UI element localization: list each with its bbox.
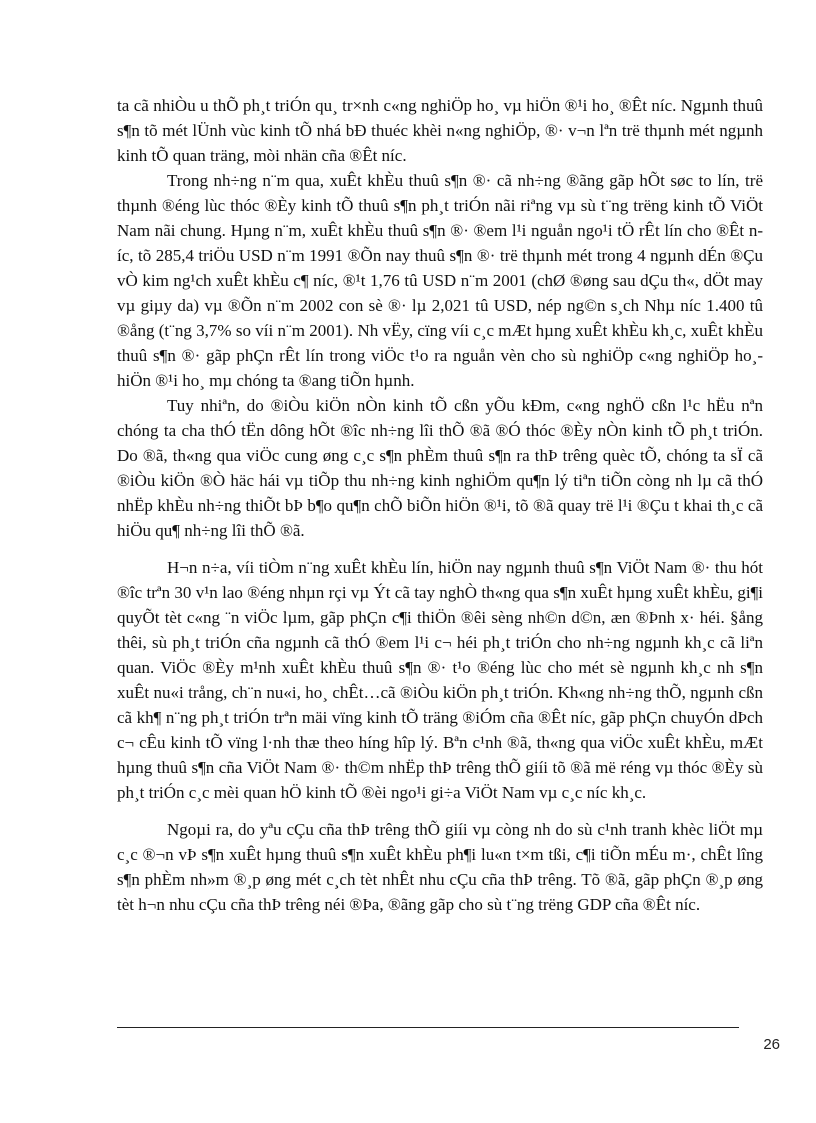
paragraph-5: Ngoµi ra, do yªu cÇu cña thÞ trêng thÕ giíi vµ còng nh do sù c¹nh tranh khèc liÖt mµ c¸c ®¬n vÞ s¶n xuÊt hµng thuû s¶n xuÊt khÈu ph¶i lu«n t×m tßi, c¶i tiÕn mÉu m·, chÊt lîng s¶n phÈm nh»m ®¸p øng mét c¸ch tèt nhÊt nhu cÇu cña thÞ trêng. Tõ ®ã, gãp phÇn ®¸p øng tèt h¬n nhu cÇu cña thÞ trêng néi ®Þa, ®ãng gãp cho sù t¨ng trëng GDP cña ®Êt níc. (117, 820, 763, 914)
paragraph-1: ta cã nhiÒu u thÕ ph¸t triÓn qu¸ tr×nh c«ng nghiÖp ho¸ vµ hiÖn ®¹i ho¸ ®Êt níc. Ngµnh thuû s¶n tõ mét lÜnh vùc kinh tÕ nhá bÐ thuéc khèi n«ng nghiÖp, ®· v¬n lªn trë thµnh mét ngµnh kinh tÕ quan träng, mòi nhän cña ®Êt níc. (117, 96, 763, 165)
body-text (117, 93, 763, 917)
paragraph-4: H¬n n÷a, víi tiÒm n¨ng xuÊt khÈu lín, hiÖn nay ngµnh thuû s¶n ViÖt Nam ®· thu hót ®îc trªn 30 v¹n lao ®éng nhµn rçi vµ Ýt cã tay nghÒ th«ng qua s¶n xuÊt hµng xuÊt khÈu, gi¶i quyÕt tèt c«ng ¨n viÖc lµm, gãp phÇn c¶i thiÖn ®êi sèng nh©n d©n, æn ®Þnh x· héi. §ång thêi, sù ph¸t triÓn cña ngµnh cã thÓ ®em l¹i c¬ héi ph¸t triÓn cho nh÷ng ngµnh kh¸c cã liªn quan. ViÖc ®Èy m¹nh xuÊt khÈu thuû s¶n ®· t¹o ®éng lùc cho mét sè ngµnh kh¸c nh s¶n xuÊt nu«i trång, ch¨n nu«i, ho¸ chÊt…cã ®iÒu kiÖn ph¸t triÓn. Kh«ng nh÷ng thÕ, ngµnh cßn cã kh¶ n¨ng ph¸t triÓn trªn mäi vïng kinh tÕ träng ®iÓm cña ®Êt níc, gãp phÇn chuyÓn dÞch c¬ cÊu kinh tÕ vïng l·nh thæ theo híng hîp lý. Bªn c¹nh ®ã, th«ng qua viÖc xuÊt khÈu, mÆt hµng thuû s¶n cña ViÖt Nam ®· th©m nhËp thÞ trêng thÕ giíi tõ ®ã më réng vµ thóc ®Èy sù ph¸t triÓn c¸c mèi quan hÖ kinh tÕ ®èi ngo¹i gi÷a ViÖt Nam vµ c¸c níc kh¸c. (117, 558, 763, 802)
paragraph-3: Tuy nhiªn, do ®iÒu kiÖn nÒn kinh tÕ cßn yÕu kÐm, c«ng nghÖ cßn l¹c hËu nªn chóng ta cha thÓ tËn dông hÕt ®îc nh÷ng lîi thÕ ®ã ®Ó thóc ®Èy nÒn kinh tÕ ph¸t triÓn. Do ®ã, th«ng qua viÖc cung øng c¸c s¶n phÈm thuû s¶n ra thÞ trêng quèc tÕ, chóng ta sÏ cã ®iÒu kiÖn ®Ò häc hái vµ tiÕp thu nh÷ng kinh nghiÖm qu¶n lý tiªn tiÕn còng nh lµ cã thÓ nhËp khÈu nh÷ng thiÕt bÞ b¶o qu¶n chÕ biÕn hiÖn ®¹i, tõ ®ã quay trë l¹i ®Çu t khai th¸c cã hiÖu qu¶ nh÷ng lîi thÕ ®ã. (117, 396, 763, 540)
paragraph-2: Trong nh÷ng n¨m qua, xuÊt khÈu thuû s¶n ®· cã nh÷ng ®ãng gãp hÕt søc to lín, trë thµnh ®éng lùc thóc ®Èy kinh tÕ thuû s¶n ph¸t triÓn nãi riªng vµ sù t¨ng trëng kinh tÕ ViÖt Nam nãi chung. Hµng n¨m, xuÊt khÈu thuû s¶n ®· ®em l¹i nguån ngo¹i tÖ rÊt lín cho ®Êt níc, tõ 285,4 triÖu USD n¨m 1991 ®Õn nay thuû s¶n ®· trë thµnh mét trong 4 ngµnh dÉn ®Çu vÒ kim ng¹ch xuÊt khÈu c¶ níc, ®¹t 1,76 tû USD n¨m 2001 (chØ ®øng sau dÇu th«, dÖt may vµ giµy da) vµ ®Õn n¨m 2002 con sè ®· lµ 2,021 tû USD, nép ng©n s¸ch Nhµ níc 1.400 tû ®ång (t¨ng 3,7% so víi n¨m 2001). Nh vËy, cïng víi c¸c mÆt hµng xuÊt khÈu kh¸c, xuÊt khÈu thuû s¶n ®· gãp phÇn rÊt lín trong viÖc t¹o ra nguån vèn cho sù nghiÖp c«ng nghiÖp ho¸- hiÖn ®¹i ho¸ mµ chóng ta ®ang tiÕn hµnh. (117, 171, 763, 390)
page-number: 26 (763, 1036, 780, 1053)
footer-divider (117, 1027, 739, 1028)
